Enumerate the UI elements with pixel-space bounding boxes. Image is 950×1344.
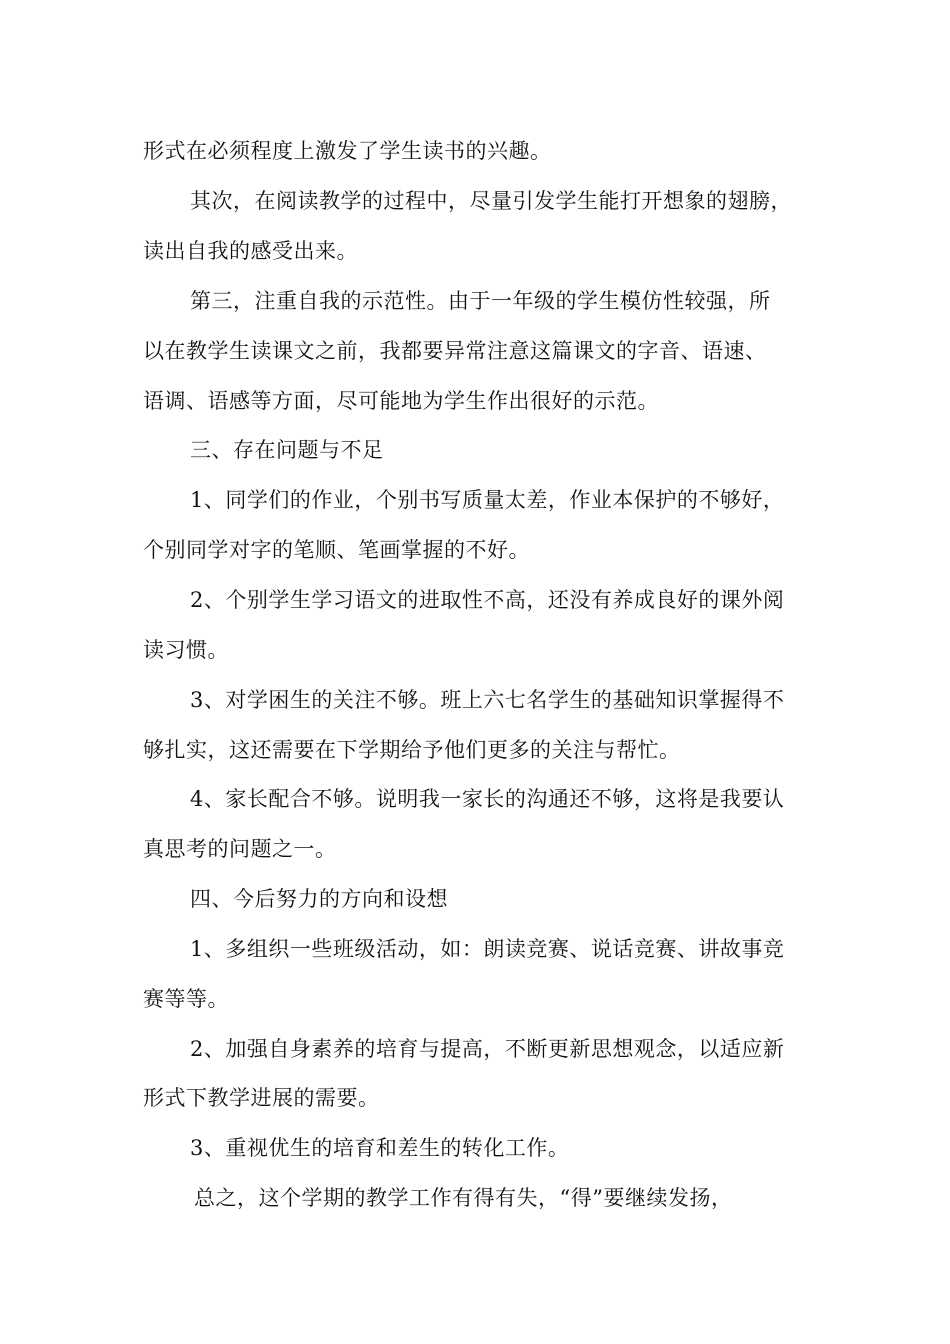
text-line: 其次，在阅读教学的过程中，尽量引发学生能打开想象的翅膀， [190, 189, 792, 213]
text-line: 4、家长配合不够。说明我一家长的沟通还不够，这将是我要认 [190, 787, 785, 811]
section-heading: 三、存在问题与不足 [190, 438, 384, 462]
text-line: 读出自我的感受出来。 [143, 239, 358, 263]
text-line: 2、加强自身素养的培育与提高，不断更新思想观念，以适应新 [190, 1037, 785, 1061]
text-line: 够扎实，这还需要在下学期给予他们更多的关注与帮忙。 [143, 738, 681, 762]
text-line: 2、个别学生学习语文的进取性不高，还没有养成良好的课外阅 [190, 588, 785, 612]
text-line: 1、多组织一些班级活动，如：朗读竞赛、说话竞赛、讲故事竞 [190, 937, 785, 961]
text-line: 总之，这个学期的教学工作有得有失，“得”要继续发扬， [194, 1186, 733, 1210]
text-line: 个别同学对字的笔顺、笔画掌握的不好。 [143, 538, 530, 562]
section-heading: 四、今后努力的方向和设想 [190, 887, 448, 911]
text-line: 1、同学们的作业，个别书写质量太差，作业本保护的不够好， [190, 488, 785, 512]
text-line: 第三，注重自我的示范性。由于一年级的学生模仿性较强，所 [190, 289, 771, 313]
text-line: 形式在必须程度上激发了学生读书的兴趣。 [143, 139, 552, 163]
text-line: 读习惯。 [143, 638, 229, 662]
text-line: 以在教学生读课文之前，我都要异常注意这篇课文的字音、语速、 [143, 339, 767, 363]
text-line: 3、对学困生的关注不够。班上六七名学生的基础知识掌握得不 [190, 688, 785, 712]
text-line: 3、重视优生的培育和差生的转化工作。 [190, 1136, 570, 1160]
text-line: 真思考的问题之一。 [143, 837, 337, 861]
text-line: 形式下教学进展的需要。 [143, 1086, 380, 1110]
text-line: 赛等等。 [143, 987, 229, 1011]
text-line: 语调、语感等方面，尽可能地为学生作出很好的示范。 [143, 389, 659, 413]
